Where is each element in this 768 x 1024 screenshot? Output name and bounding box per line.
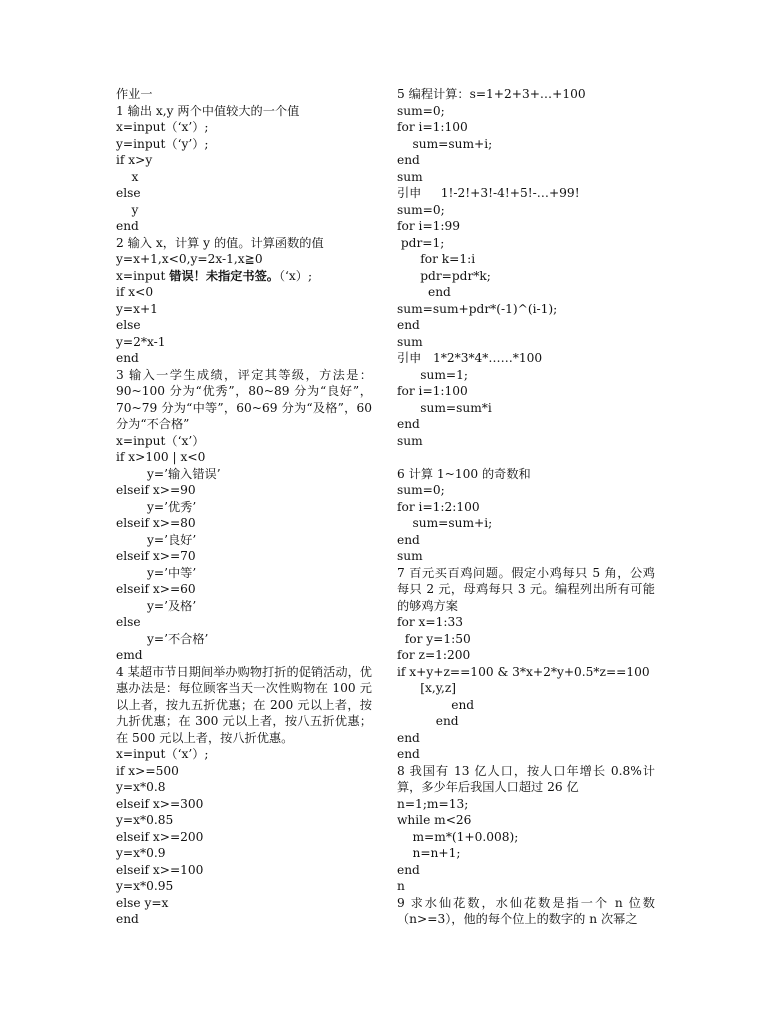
text-line: x=input（‘x’）: [116, 433, 205, 448]
text-line: pdr=1;: [397, 235, 445, 250]
text-line: 3 输入一学生成绩，评定其等级，方法是：90~100 分为“优秀”，80~89 分为“良好”，70~79 分为“中等”，60~69 分为“及格”，60 分为“不合格”: [116, 367, 372, 431]
text-line: sum=0;: [397, 483, 445, 497]
text-line: if x+y+z==100 & 3*x+2*y+0.5*z==100: [397, 664, 650, 679]
text-line: 9 求水仙花数，水仙花数是指一个 n 位数（n>=3），他的每个位上的数字的 n 次幂之: [397, 895, 655, 926]
text-line: for i=1:99: [397, 219, 461, 233]
text-line: if x>100 | x<0: [116, 450, 206, 464]
text-line: end: [397, 532, 420, 547]
text-line: y=x*0.95: [116, 879, 174, 893]
text-line: sum: [397, 169, 423, 184]
text-line: y=’不合格’: [116, 631, 209, 646]
text-line: sum=sum+i;: [397, 136, 493, 151]
text-line: y=x+1: [116, 301, 158, 316]
text-line: m=m*(1+0.008);: [397, 829, 519, 844]
text-line: x=input（‘x’）;: [116, 747, 209, 761]
text-line: else: [116, 615, 141, 629]
text-line: elseif x>=60: [116, 582, 196, 596]
text-line: elseif x>=300: [116, 796, 204, 811]
text-line: 引申 1!-2!+3!-4!+5!-…+99!: [397, 186, 580, 200]
text-line: y=’及格’: [116, 598, 197, 613]
text-line: y=’良好’: [116, 532, 197, 547]
text-line: for z=1:200: [397, 648, 471, 662]
text-line: sum: [397, 549, 423, 563]
text-line: end: [116, 351, 139, 365]
text-line: if x>=500: [116, 763, 179, 778]
text-line: y=x+1,x<0,y=2x-1,x≧0: [116, 252, 263, 266]
text-line: 4 某超市节日期间举办购物打折的促销活动，优惠办法是：每位顾客当天一次性购物在 100 元以上者，按九五折优惠；在 200 元以上者，按九折优惠；在 300 元以上者，按八五折优惠；在 500 元以上者，按八折优惠。: [116, 664, 372, 745]
text-line: for y=1:50: [397, 631, 471, 646]
text-line: y=’输入错误’: [116, 466, 221, 481]
text-line: 2 输入 x，计算 y 的值。计算函数的值: [116, 235, 324, 250]
text-line: for i=1:100: [397, 384, 468, 398]
text-line: end: [397, 318, 420, 332]
text-line: y=x*0.9: [116, 846, 166, 860]
text-line: emd: [116, 648, 143, 662]
text-line: end: [397, 153, 420, 167]
text-line: 作业一: [116, 87, 153, 101]
left-column: [116, 86, 372, 928]
text-line: sum=0;: [397, 202, 445, 217]
text-line: y=’优秀’: [116, 499, 197, 514]
text-line: end: [116, 219, 139, 233]
text-line: else: [116, 186, 141, 200]
text-line: y=2*x-1: [116, 334, 166, 349]
text-line: n: [397, 879, 405, 893]
text-line: y=input（‘y’）;: [116, 136, 209, 151]
text-line: sum: [397, 334, 423, 349]
text-line: y=x*0.8: [116, 780, 166, 794]
text-line: elseif x>=70: [116, 549, 196, 563]
text-line: end: [397, 285, 451, 299]
text-line: [x,y,z]: [397, 681, 457, 695]
text-line: 7 百元买百鸡问题。假定小鸡每只 5 角，公鸡每只 2 元，母鸡每只 3 元。编程列出所有可能的够鸡方案: [397, 565, 655, 613]
text-line: x=input（‘x’）;: [116, 120, 209, 134]
text-line: 8 我国有 13 亿人口，按人口年增长 0.8%计算，多少年后我国人口超过 26 亿: [397, 763, 655, 794]
text-line: for i=1:100: [397, 120, 468, 134]
bookmark-error: 错误！未指定书签。: [169, 268, 279, 283]
text-line: 1 输出 x,y 两个中值较大的一个值: [116, 103, 300, 118]
text-line: x=input 错误！未指定书签。（‘x）;: [116, 268, 313, 283]
right-column: [397, 86, 655, 928]
text-line: y=x*0.85: [116, 813, 174, 827]
text-line: n=n+1;: [397, 846, 461, 860]
text-line: while m<26: [397, 813, 472, 827]
text-line: end: [397, 417, 420, 431]
text-line: end: [397, 862, 420, 877]
text-line: sum=sum+i;: [397, 516, 493, 530]
text-line: pdr=pdr*k;: [397, 268, 491, 283]
text-line: elseif x>=90: [116, 483, 196, 497]
text-line: 6 计算 1~100 的奇数和: [397, 466, 531, 481]
text-line: x: [116, 169, 139, 184]
text-line: 5 编程计算：s=1+2+3+…+100: [397, 87, 586, 101]
text-line: end: [397, 714, 459, 728]
text-line: else: [116, 318, 141, 332]
text-line: else y=x: [116, 895, 169, 910]
text-line: [397, 449, 655, 466]
text-line: end: [116, 912, 139, 926]
text-line: elseif x>=80: [116, 516, 196, 530]
text-line: for x=1:33: [397, 615, 464, 629]
text-line: elseif x>=200: [116, 829, 204, 844]
text-line: y=’中等’: [116, 565, 197, 580]
text-line: y: [116, 202, 139, 217]
text-line: end: [397, 730, 420, 745]
text-line: end: [397, 747, 420, 761]
text-line: elseif x>=100: [116, 862, 204, 877]
text-line: 引申 1*2*3*4*……*100: [397, 351, 543, 365]
text-line: sum: [397, 433, 423, 448]
text-line: if x>y: [116, 153, 153, 167]
text-line: for k=1:i: [397, 252, 476, 266]
text-line: sum=1;: [397, 367, 468, 382]
text-line: n=1;m=13;: [397, 796, 469, 811]
text-line: for i=1:2:100: [397, 499, 480, 514]
text-line: end: [397, 697, 475, 712]
text-line: if x<0: [116, 285, 154, 299]
text-line: sum=sum*i: [397, 400, 492, 415]
text-line: sum=0;: [397, 103, 445, 118]
text-line: sum=sum+pdr*(-1)^(i-1);: [397, 301, 558, 316]
